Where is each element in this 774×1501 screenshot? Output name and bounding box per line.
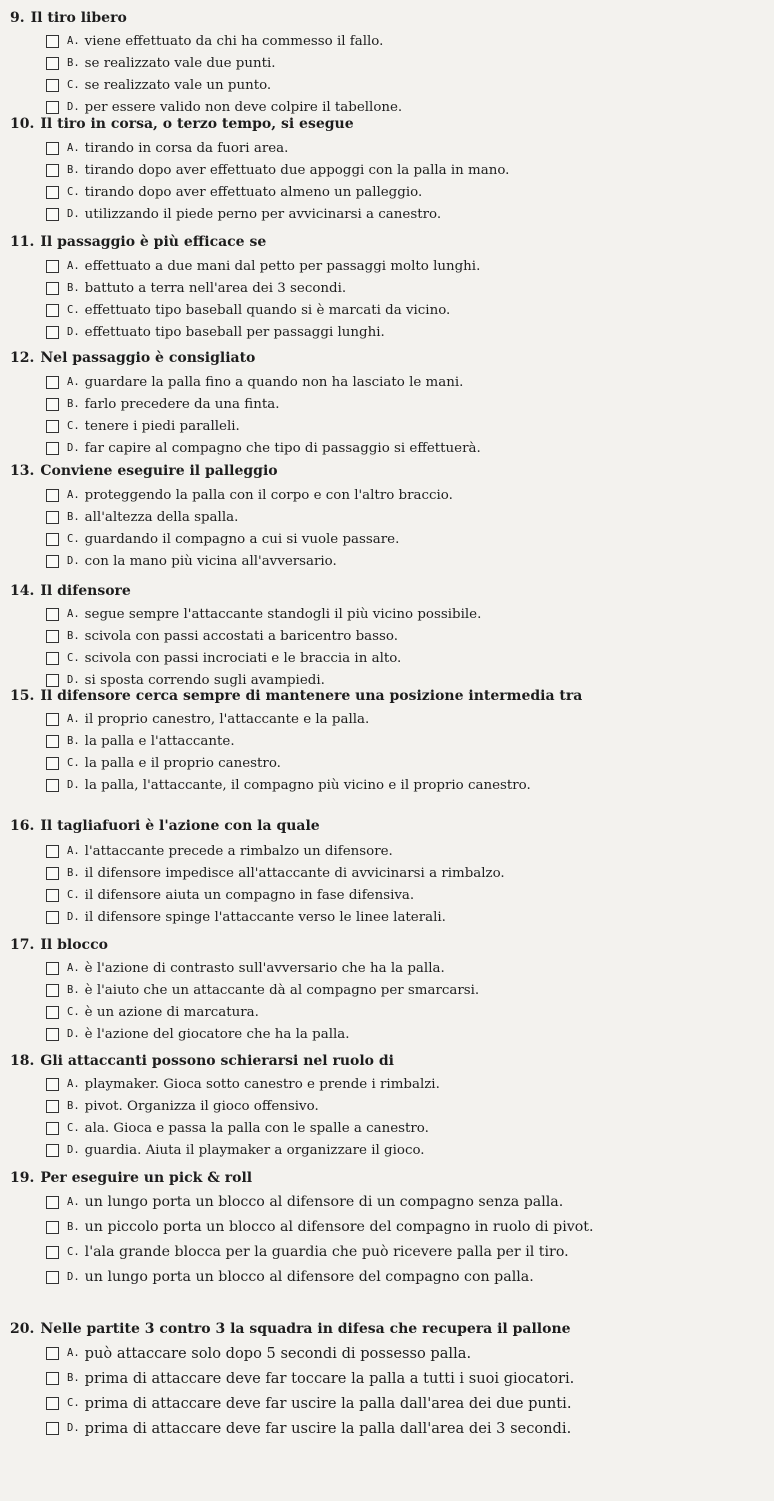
option-letter: B.: [67, 984, 80, 996]
option-text: effettuato tipo baseball per passaggi lunghi.: [84, 324, 385, 340]
question-title: [10, 583, 131, 599]
option-text: è l'azione del giocatore che ha la palla.: [84, 1026, 350, 1042]
question-title: [10, 1170, 252, 1186]
option-letter: A.: [67, 489, 80, 501]
option-letter: C.: [67, 889, 80, 901]
question-title: [10, 688, 582, 704]
answer-checkbox[interactable]: [46, 304, 59, 317]
option-text: il proprio canestro, l'attaccante e la palla.: [84, 711, 370, 727]
answer-checkbox[interactable]: [46, 1028, 59, 1041]
question-text: Il difensore cerca sempre di mantenere una posizione intermedia tra: [40, 688, 583, 704]
option-letter: C.: [67, 652, 80, 664]
answer-option[interactable]: [46, 257, 480, 275]
question-text: Il tiro libero: [30, 10, 127, 26]
option-letter: D.: [67, 1144, 80, 1156]
option-text: tenere i piedi paralleli.: [84, 418, 240, 434]
option-text: all'altezza della spalla.: [84, 509, 239, 525]
option-letter: C.: [67, 186, 80, 198]
option-text: la palla, l'attaccante, il compagno più vicino e il proprio canestro.: [84, 777, 531, 793]
option-letter: C.: [67, 1246, 80, 1258]
answer-option[interactable]: [46, 417, 240, 435]
question-text: Il tiro in corsa, o terzo tempo, si esegue: [40, 116, 354, 132]
option-text: un lungo porta un blocco al difensore di un compagno senza palla.: [84, 1194, 564, 1210]
option-letter: A.: [67, 376, 80, 388]
answer-checkbox[interactable]: [46, 845, 59, 858]
answer-option[interactable]: [46, 373, 463, 391]
answer-option[interactable]: [46, 732, 235, 750]
answer-option[interactable]: [46, 908, 446, 926]
answer-checkbox[interactable]: [46, 1246, 59, 1259]
answer-checkbox[interactable]: [46, 1422, 59, 1435]
answer-checkbox[interactable]: [46, 35, 59, 48]
option-letter: A.: [67, 845, 80, 857]
answer-checkbox[interactable]: [46, 1100, 59, 1113]
option-letter: C.: [67, 1397, 80, 1409]
answer-checkbox[interactable]: [46, 260, 59, 273]
answer-option[interactable]: [46, 183, 422, 201]
question-text: Gli attaccanti possono schierarsi nel ruolo di: [40, 1053, 394, 1069]
option-text: la palla e l'attaccante.: [84, 733, 235, 749]
option-text: scivola con passi incrociati e le braccia in alto.: [84, 650, 402, 666]
answer-option[interactable]: [46, 605, 481, 623]
question-number: 11.: [10, 234, 35, 250]
answer-option[interactable]: [46, 54, 276, 72]
question-number: 12.: [10, 350, 35, 366]
option-letter: D.: [67, 779, 80, 791]
option-letter: A.: [67, 260, 80, 272]
option-letter: D.: [67, 911, 80, 923]
answer-option[interactable]: [46, 1218, 594, 1236]
option-letter: A.: [67, 142, 80, 154]
answer-option[interactable]: [46, 1369, 574, 1387]
answer-checkbox[interactable]: [46, 779, 59, 792]
answer-option[interactable]: [46, 864, 505, 882]
answer-option[interactable]: [46, 205, 441, 223]
answer-checkbox[interactable]: [46, 164, 59, 177]
option-text: può attaccare solo dopo 5 secondi di possesso palla.: [84, 1344, 472, 1362]
option-text: guardare la palla fino a quando non ha lasciato le mani.: [84, 374, 464, 390]
option-text: segue sempre l'attaccante standogli il più vicino possibile.: [84, 606, 482, 622]
option-letter: C.: [67, 420, 80, 432]
answer-checkbox[interactable]: [46, 1144, 59, 1157]
answer-checkbox[interactable]: [46, 489, 59, 502]
option-text: l'ala grande blocca per la guardia che può ricevere palla per il tiro.: [84, 1244, 569, 1260]
answer-option[interactable]: [46, 671, 325, 689]
question-title: [10, 463, 278, 479]
question-text: Conviene eseguire il palleggio: [40, 463, 278, 479]
answer-checkbox[interactable]: [46, 674, 59, 687]
option-text: prima di attaccare deve far toccare la palla a tutti i suoi giocatori.: [84, 1369, 575, 1387]
question-number: 16.: [10, 818, 35, 834]
answer-checkbox[interactable]: [46, 376, 59, 389]
option-text: l'attaccante precede a rimbalzo un difensore.: [84, 843, 393, 859]
option-letter: B.: [67, 1372, 80, 1384]
answer-checkbox[interactable]: [46, 398, 59, 411]
question-number: 18.: [10, 1053, 35, 1069]
answer-checkbox[interactable]: [46, 735, 59, 748]
answer-checkbox[interactable]: [46, 282, 59, 295]
option-letter: B.: [67, 164, 80, 176]
question-title: [10, 1321, 571, 1337]
answer-option[interactable]: [46, 649, 401, 667]
option-text: proteggendo la palla con il corpo e con l'altro braccio.: [84, 487, 453, 503]
question-text: Il tagliafuori è l'azione con la quale: [40, 818, 320, 834]
answer-checkbox[interactable]: [46, 57, 59, 70]
answer-checkbox[interactable]: [46, 1221, 59, 1234]
option-text: far capire al compagno che tipo di passaggio si effettuerà.: [84, 440, 481, 456]
answer-option[interactable]: [46, 1025, 350, 1043]
option-text: con la mano più vicina all'avversario.: [84, 553, 337, 569]
answer-option[interactable]: [46, 842, 393, 860]
answer-option[interactable]: [46, 959, 445, 977]
answer-option[interactable]: [46, 1193, 563, 1211]
answer-option[interactable]: [46, 439, 481, 457]
answer-option[interactable]: [46, 1243, 569, 1261]
option-text: il difensore impedisce all'attaccante di avvicinarsi a rimbalzo.: [84, 865, 505, 881]
option-letter: B.: [67, 1221, 80, 1233]
answer-checkbox[interactable]: [46, 1122, 59, 1135]
option-letter: A.: [67, 1078, 80, 1090]
answer-option[interactable]: [46, 1119, 429, 1137]
option-letter: B.: [67, 1100, 80, 1112]
question-text: Nelle partite 3 contro 3 la squadra in difesa che recupera il pallone: [40, 1321, 571, 1337]
answer-option[interactable]: [46, 139, 288, 157]
answer-option[interactable]: [46, 1097, 319, 1115]
option-text: il difensore aiuta un compagno in fase difensiva.: [84, 887, 415, 903]
option-letter: A.: [67, 1196, 80, 1208]
answer-option[interactable]: [46, 754, 281, 772]
option-letter: A.: [67, 35, 80, 47]
option-letter: C.: [67, 304, 80, 316]
question-number: 9.: [10, 10, 25, 26]
option-text: per essere valido non deve colpire il tabellone.: [84, 99, 403, 115]
question-text: Nel passaggio è consigliato: [40, 350, 256, 366]
option-text: la palla e il proprio canestro.: [84, 755, 281, 771]
option-text: effettuato a due mani dal petto per passaggi molto lunghi.: [84, 258, 481, 274]
answer-checkbox[interactable]: [46, 911, 59, 924]
answer-checkbox[interactable]: [46, 142, 59, 155]
option-letter: D.: [67, 1422, 80, 1434]
option-letter: D.: [67, 208, 80, 220]
option-text: scivola con passi accostati a baricentro basso.: [84, 628, 398, 644]
answer-option[interactable]: [46, 323, 385, 341]
option-text: è un azione di marcatura.: [84, 1004, 259, 1020]
option-letter: A.: [67, 608, 80, 620]
question-title: [10, 234, 266, 250]
option-letter: B.: [67, 398, 80, 410]
option-text: se realizzato vale due punti.: [84, 55, 276, 71]
answer-checkbox[interactable]: [46, 555, 59, 568]
answer-option[interactable]: [46, 552, 337, 570]
question-number: 10.: [10, 116, 35, 132]
option-text: se realizzato vale un punto.: [84, 77, 272, 93]
answer-option[interactable]: [46, 981, 479, 999]
question-title: [10, 818, 320, 834]
option-letter: B.: [67, 630, 80, 642]
option-letter: B.: [67, 57, 80, 69]
option-text: farlo precedere da una finta.: [84, 396, 280, 412]
question-text: Il blocco: [40, 937, 108, 953]
option-letter: A.: [67, 962, 80, 974]
option-letter: D.: [67, 1028, 80, 1040]
option-letter: D.: [67, 101, 80, 113]
option-text: utilizzando il piede perno per avvicinarsi a canestro.: [84, 206, 442, 222]
answer-checkbox[interactable]: [46, 442, 59, 455]
answer-checkbox[interactable]: [46, 867, 59, 880]
option-text: playmaker. Gioca sotto canestro e prende i rimbalzi.: [84, 1076, 440, 1092]
answer-checkbox[interactable]: [46, 101, 59, 114]
question-title: [10, 350, 255, 366]
answer-checkbox[interactable]: [46, 208, 59, 221]
option-text: un lungo porta un blocco al difensore del compagno con palla.: [84, 1269, 534, 1285]
answer-checkbox[interactable]: [46, 533, 59, 546]
answer-option[interactable]: [46, 1344, 471, 1362]
option-text: viene effettuato da chi ha commesso il fallo.: [84, 33, 384, 49]
answer-checkbox[interactable]: [46, 79, 59, 92]
answer-option[interactable]: [46, 1141, 425, 1159]
answer-option[interactable]: [46, 395, 279, 413]
option-text: effettuato tipo baseball quando si è marcati da vicino.: [84, 302, 451, 318]
option-letter: C.: [67, 533, 80, 545]
option-text: un piccolo porta un blocco al difensore del compagno in ruolo di pivot.: [84, 1219, 594, 1235]
answer-checkbox[interactable]: [46, 984, 59, 997]
answer-checkbox[interactable]: [46, 1196, 59, 1209]
answer-checkbox[interactable]: [46, 511, 59, 524]
answer-checkbox[interactable]: [46, 889, 59, 902]
answer-option[interactable]: [46, 32, 383, 50]
question-number: 20.: [10, 1321, 35, 1337]
question-text: Per eseguire un pick & roll: [40, 1170, 253, 1186]
option-text: si sposta correndo sugli avampiedi.: [84, 672, 325, 688]
answer-checkbox[interactable]: [46, 713, 59, 726]
answer-checkbox[interactable]: [46, 326, 59, 339]
option-letter: D.: [67, 1271, 80, 1283]
answer-checkbox[interactable]: [46, 1078, 59, 1091]
answer-checkbox[interactable]: [46, 630, 59, 643]
option-text: tirando in corsa da fuori area.: [84, 140, 289, 156]
option-text: ala. Gioca e passa la palla con le spalle a canestro.: [84, 1120, 429, 1136]
option-letter: D.: [67, 326, 80, 338]
answer-checkbox[interactable]: [46, 962, 59, 975]
option-text: è l'azione di contrasto sull'avversario che ha la palla.: [84, 960, 445, 976]
answer-option[interactable]: [46, 279, 346, 297]
option-letter: C.: [67, 757, 80, 769]
question-title: [10, 10, 127, 26]
answer-checkbox[interactable]: [46, 1006, 59, 1019]
answer-option[interactable]: [46, 1075, 440, 1093]
answer-option[interactable]: [46, 301, 450, 319]
question-title: [10, 937, 108, 953]
option-letter: C.: [67, 1122, 80, 1134]
answer-option[interactable]: [46, 710, 369, 728]
answer-checkbox[interactable]: [46, 420, 59, 433]
answer-option[interactable]: [46, 1394, 571, 1412]
option-text: è l'aiuto che un attaccante dà al compagno per smarcarsi.: [84, 982, 480, 998]
question-number: 14.: [10, 583, 35, 599]
answer-option[interactable]: [46, 508, 238, 526]
option-letter: D.: [67, 442, 80, 454]
option-letter: A.: [67, 1347, 80, 1359]
answer-option[interactable]: [46, 98, 402, 116]
option-text: tirando dopo aver effettuato almeno un palleggio.: [84, 184, 423, 200]
answer-option[interactable]: [46, 776, 531, 794]
answer-option[interactable]: [46, 530, 399, 548]
option-letter: D.: [67, 555, 80, 567]
answer-option[interactable]: [46, 1419, 571, 1437]
question-text: Il difensore: [40, 583, 131, 599]
answer-checkbox[interactable]: [46, 1347, 59, 1360]
answer-checkbox[interactable]: [46, 757, 59, 770]
question-number: 15.: [10, 688, 35, 704]
answer-option[interactable]: [46, 1003, 259, 1021]
answer-option[interactable]: [46, 627, 398, 645]
option-letter: C.: [67, 1006, 80, 1018]
answer-checkbox[interactable]: [46, 1372, 59, 1385]
option-text: il difensore spinge l'attaccante verso le linee laterali.: [84, 909, 446, 925]
option-text: battuto a terra nell'area dei 3 secondi.: [84, 280, 347, 296]
option-letter: B.: [67, 867, 80, 879]
answer-option[interactable]: [46, 886, 414, 904]
option-letter: C.: [67, 79, 80, 91]
answer-checkbox[interactable]: [46, 186, 59, 199]
answer-option[interactable]: [46, 1268, 534, 1286]
option-letter: B.: [67, 511, 80, 523]
question-title: [10, 116, 354, 132]
question-text: Il passaggio è più efficace se: [40, 234, 267, 250]
answer-option[interactable]: [46, 76, 271, 94]
question-number: 17.: [10, 937, 35, 953]
question-number: 13.: [10, 463, 35, 479]
answer-option[interactable]: [46, 486, 453, 504]
option-text: prima di attaccare deve far uscire la palla dall'area dei 3 secondi.: [84, 1419, 572, 1437]
answer-checkbox[interactable]: [46, 608, 59, 621]
option-text: guardia. Aiuta il playmaker a organizzare il gioco.: [84, 1142, 425, 1158]
option-text: guardando il compagno a cui si vuole passare.: [84, 531, 400, 547]
option-letter: A.: [67, 713, 80, 725]
option-letter: B.: [67, 282, 80, 294]
question-number: 19.: [10, 1170, 35, 1186]
answer-option[interactable]: [46, 161, 509, 179]
answer-checkbox[interactable]: [46, 652, 59, 665]
option-text: prima di attaccare deve far uscire la palla dall'area dei due punti.: [84, 1394, 572, 1412]
option-text: pivot. Organizza il gioco offensivo.: [84, 1098, 319, 1114]
option-text: tirando dopo aver effettuato due appoggi con la palla in mano.: [84, 162, 510, 178]
question-title: [10, 1053, 394, 1069]
option-letter: D.: [67, 674, 80, 686]
answer-checkbox[interactable]: [46, 1397, 59, 1410]
option-letter: B.: [67, 735, 80, 747]
answer-checkbox[interactable]: [46, 1271, 59, 1284]
